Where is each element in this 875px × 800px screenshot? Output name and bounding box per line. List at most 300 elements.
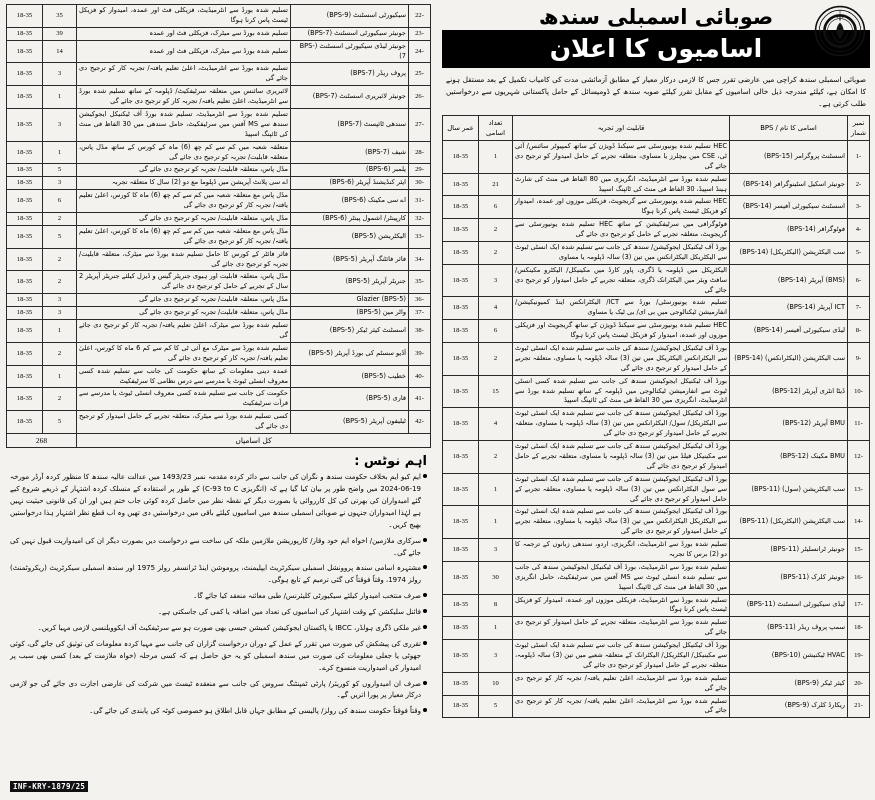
bullet-icon: [423, 681, 427, 685]
jobs-table-main: [442, 115, 870, 719]
table-row: [443, 320, 870, 343]
job-serial-number: -42: [409, 411, 431, 434]
job-vacancy-count: 1: [479, 473, 513, 506]
job-serial-number: -16: [848, 561, 870, 594]
job-serial-number: -41: [409, 388, 431, 411]
note-item: [10, 679, 427, 703]
job-age-limit: 18-35: [443, 264, 479, 297]
table-row: [443, 173, 870, 196]
job-qualification: HEC تسلیم شدہ یونیورسٹی سے سیکنڈ ڈویژن کے ساتھ کمپیوٹر سائنس/ آئی ٹی، CSE میں بیچلرز یا مساوی، متعلقہ تجربے کے حامل امیدوار کو ترجیح دی جائے گی: [513, 141, 730, 174]
job-serial-number: -25: [409, 63, 431, 86]
job-serial-number: -4: [848, 219, 870, 242]
job-vacancy-count: 6: [479, 196, 513, 219]
job-vacancy-count: 3: [43, 307, 77, 320]
table-row: [7, 40, 431, 63]
job-serial-number: -36: [409, 294, 431, 307]
job-vacancy-count: 1: [43, 141, 77, 164]
job-qualification: بورڈ آف ٹیکنیکل ایجوکیشن سندھ کی جانب سے تسلیم شدہ ایک انسٹی ٹیوٹ سے مکینیکل/ الیکٹریکل/ الیکٹرانک کے متعلقہ شعبے میں تین (3) سالہ ڈپلومہ، متعلقہ تجربے کے حامل امیدوار کو ترجیح دی جائے گی: [513, 640, 730, 673]
job-qualification: تسلیم شدہ بورڈ سے انٹرمیڈیٹ، فزیکلی موزوں اور عمدہ، امیدوار کو فزیکل ٹیسٹ پاس کرنا ہوگا: [513, 594, 730, 617]
job-post-title: ایئر کنڈیشنڈ آپریٹر (BPS-6): [291, 177, 409, 190]
table-row: [443, 408, 870, 441]
job-age-limit: 18-35: [7, 177, 43, 190]
job-serial-number: -5: [848, 242, 870, 265]
job-age-limit: 18-35: [7, 213, 43, 226]
job-age-limit: 18-35: [7, 86, 43, 109]
column-header-sr: نمبر شمار: [848, 115, 870, 140]
total-label: کل اسامیاں: [77, 433, 431, 447]
job-qualification: عمدہ دینی معلومات کے ساتھ حکومت کی جانب سے تسلیم شدہ کسی معروف انسٹی ٹیوٹ یا مدرسے سے درس نظامی کا سرٹیفکیٹ: [77, 365, 291, 388]
job-age-limit: 18-35: [7, 411, 43, 434]
job-serial-number: -20: [848, 672, 870, 695]
job-age-limit: 18-35: [443, 506, 479, 539]
job-serial-number: -15: [848, 539, 870, 562]
job-vacancy-count: 3: [479, 264, 513, 297]
job-vacancy-count: 30: [479, 561, 513, 594]
job-qualification: بورڈ آف ٹیکنیکل ایجوکیشن سندھ کی جانب سے تسلیم شدہ ایک انسٹی ٹیوٹ سے الیکٹریکل/ سول/ الیکٹرانکس میں تین (3) سالہ ڈپلومہ یا مساوی، متعلقہ تجربے کے حامل امیدوار کو ترجیح دی جائے گی: [513, 408, 730, 441]
job-serial-number: -13: [848, 473, 870, 506]
job-post-title: پروف ریڈر (BPS-7): [291, 63, 409, 86]
job-vacancy-count: 6: [479, 320, 513, 343]
job-serial-number: -17: [848, 594, 870, 617]
note-item: [10, 639, 427, 675]
total-row: [7, 433, 431, 447]
job-post-title: Glazier (BPS-5): [291, 294, 409, 307]
job-qualification: تسلیم شدہ بورڈ سے انٹرمیڈیٹ، اعلیٰ تعلیم یافتہ/ تجربہ کار کو ترجیح دی جائے گی: [513, 672, 730, 695]
job-vacancy-count: 5: [479, 695, 513, 718]
job-qualification: مڈل پاس، متعلقہ قابلیت/ تجربہ کو ترجیح دی جائے گی: [77, 307, 291, 320]
table-row: [443, 561, 870, 594]
note-text: غیر ملکی ڈگری ہولڈر، IBCC یا پاکستان ایجوکیشن کمیشن جیسی بھی صورت ہو سے سرٹیفکیٹ آف ایکوویلنسی لازمی مہیا کریں۔: [37, 624, 421, 632]
job-vacancy-count: 1: [479, 617, 513, 640]
job-post-title: قاری (BPS-5): [291, 388, 409, 411]
job-qualification: HEC تسلیم شدہ یونیورسٹی سے سیکنڈ ڈویژن کے ساتھ گریجویٹ اور فزیکلی موزوں اور عمدہ، امیدوار کو فزیکل ٹیسٹ پاس کرنا ہوگا: [513, 320, 730, 343]
job-post-title: ICT آپریٹر (BPS-14): [730, 297, 848, 320]
column-header-qualification: قابلیت اور تجربہ: [513, 115, 730, 140]
job-post-title: ٹیلیفون آپریٹر (BPS-5): [291, 411, 409, 434]
table-row: [443, 375, 870, 408]
job-vacancy-count: 10: [479, 672, 513, 695]
job-serial-number: -7: [848, 297, 870, 320]
job-qualification: متعلقہ شعبہ میں کم سے کم چھ (6) ماہ کے کورس کے ساتھ مڈل پاس، متعلقہ قابلیت/ تجربہ کو ترجیح دی جائے گی: [77, 141, 291, 164]
table-row: [7, 342, 431, 365]
job-vacancy-count: 2: [43, 213, 77, 226]
job-age-limit: 18-35: [7, 63, 43, 86]
job-post-title: جونیئر اسکیل اسٹینوگرافر (BPS-14): [730, 173, 848, 196]
job-vacancy-count: 2: [43, 388, 77, 411]
job-serial-number: -30: [409, 177, 431, 190]
table-row: [7, 213, 431, 226]
note-text: مشتہرہ اسامی سندھ پروونشل اسمبلی سیکرٹریٹ ایپلیمنٹ، پروموشن اینڈ ٹرانسفر رولز 1975 اور سندھ اسمبلی سیکرٹریٹ (ریکروٹمنٹ) رولز 1974، وقتاً فوقتاً کی گئی ترمیم کے تابع ہوگی۔: [10, 564, 421, 585]
job-post-title: واٹر مین (BPS-5): [291, 307, 409, 320]
table-row: [443, 264, 870, 297]
job-qualification: HEC تسلیم شدہ یونیورسٹی سے گریجویٹ، فزیکلی موزوں اور عمدہ، امیدوار کو فزیکل ٹیسٹ پاس کرنا ہوگا: [513, 196, 730, 219]
table-row: [7, 225, 431, 248]
job-qualification: مڈل پاس، متعلقہ قابلیت/ تجربہ کو ترجیح دی جائے گی: [77, 213, 291, 226]
table-row: [443, 343, 870, 376]
job-post-title: لیڈی سیکیورٹی آفیسر (BPS-14): [730, 320, 848, 343]
job-post-title: اسسٹنٹ کیئر ٹیکر (BPS-5): [291, 320, 409, 343]
job-post-title: شیف (BPS-7): [291, 141, 409, 164]
job-post-title: BMU مکینک (BPS-12): [730, 441, 848, 474]
job-serial-number: -14: [848, 506, 870, 539]
table-row: [7, 190, 431, 213]
table-row: [443, 242, 870, 265]
total-value: 268: [7, 433, 77, 447]
job-age-limit: 18-35: [443, 173, 479, 196]
introduction-paragraph: صوبائی اسمبلی سندھ کراچی میں عارضی تقرر جس کا لازمی درکار معیار کے مطابق آزمائشی مدت کی کامیاب تکمیل کے بعد مستقل ہونے کا امکان ہے، کیلئے مندرجہ ذیل خالی اسامیوں کے مقابل تقرر کیلئے صوبہ سندھ کے ڈومیسائل کے حامل پاکستانی شہریوں سے درخواستیں طلب کرتی ہے۔: [446, 75, 866, 108]
table-row: [7, 320, 431, 343]
job-qualification: بورڈ آف ٹیکنیکل ایجوکیشن سندھ کی جانب سے تسلیم شدہ ایک انسٹی ٹیوٹ سے سول الیکٹرانکس میں تین (3) سالہ ڈپلومہ یا مساوی، متعلقہ تجربے کے حامل امیدوار کو ترجیح دی جائے گی: [513, 473, 730, 506]
job-qualification: کسی تسلیم شدہ بورڈ سے میٹرک، متعلقہ تجربے کے حامل امیدوار کو ترجیح دی جائے گی: [77, 411, 291, 434]
job-vacancy-count: 1: [43, 365, 77, 388]
job-age-limit: 18-35: [443, 297, 479, 320]
organization-title: صوبائی اسمبلی سندھ: [538, 5, 774, 29]
job-serial-number: -2: [848, 173, 870, 196]
job-post-title: سب الیکٹریشن (الیکٹرانکس) (BPS-14): [730, 343, 848, 376]
job-vacancy-count: 5: [43, 411, 77, 434]
job-post-title: خطیب (BPS-5): [291, 365, 409, 388]
job-post-title: لیڈی سیکیورٹی اسسٹنٹ (BPS-11): [730, 594, 848, 617]
note-text: سرکاری ملازمین/ اخواہ ایم خود وقار/ کارپوریشن ملازمین ملکہ کی ساخت سے درخواست دیں بصورت دیگر ان کی امیدواریت قبول نہیں کی جائے گی۔: [10, 536, 421, 557]
job-post-title: ریکارڈ کلرک (BPS-9): [730, 695, 848, 718]
table-row: [7, 388, 431, 411]
table-header-row: [443, 115, 870, 140]
job-serial-number: -26: [409, 86, 431, 109]
note-text: تقرری کی پیشکش کی صورت میں تقرر کے عمل کے دوران درخواست گزاران کی جانب سے مہیا کردہ معلومات کی توثیق کی جائے گی، کوئی جھوٹی یا جعلی معلومات کی صورت میں سندھ اسمبلی کو یہ حق حاصل ہے کہ کسی مرحلہ (خواہ ملازمت کے بعد) کسی بھی سبب پر امیدوار کی امیدواریت منسوخ کرے۔: [10, 639, 421, 672]
footer-reference: [6, 774, 431, 798]
job-qualification: تسلیم شدہ بورڈ سے انٹرمیڈیٹ، انگریزی، اردو، سندھی زبانوں کے ترجمہ کا دو (2) برس کا تجربہ: [513, 539, 730, 562]
job-post-title: جونیئر سیکیورٹی اسسٹنٹ (BPS-7): [291, 27, 409, 40]
jobs-table-continued: [6, 4, 431, 448]
bullet-icon: [423, 538, 427, 542]
job-vacancy-count: 2: [43, 248, 77, 271]
job-serial-number: -37: [409, 307, 431, 320]
job-post-title: ڈیٹا انٹری آپریٹر (BPS-12): [730, 375, 848, 408]
job-vacancy-count: 3: [43, 294, 77, 307]
job-serial-number: -24: [409, 40, 431, 63]
bullet-icon: [423, 593, 427, 597]
job-qualification: تسلیم شدہ بورڈ سے انٹرمیڈیٹ، اعلیٰ تعلیم یافتہ/ تجربہ کار کو ترجیح دی جائے گی: [77, 63, 291, 86]
table-row: [7, 294, 431, 307]
bullet-icon: [423, 641, 427, 645]
job-age-limit: 18-35: [443, 219, 479, 242]
job-qualification: مڈل پاس، متعلقہ قابلیت/ تجربہ کو ترجیح دی جائے گی: [77, 164, 291, 177]
table-row: [443, 594, 870, 617]
job-vacancy-count: 39: [43, 27, 77, 40]
job-vacancy-count: 1: [479, 141, 513, 174]
job-post-title: اسسٹنٹ پروگرامر (BPS-15): [730, 141, 848, 174]
table-row: [443, 617, 870, 640]
job-post-title: سب الیکٹریشن (الیکٹریکل) (BPS-11): [730, 506, 848, 539]
job-age-limit: 18-35: [443, 242, 479, 265]
job-serial-number: -27: [409, 109, 431, 142]
job-vacancy-count: 3: [43, 63, 77, 86]
job-qualification: تسلیم شدہ یونیورسٹی/ بورڈ سے ICT/ الیکٹرانکس اینڈ کمیونیکیشن/ انفارمیشن ٹیکنالوجی میں بی ای/ بی ٹیک یا مساوی: [513, 297, 730, 320]
table-row: [7, 27, 431, 40]
job-qualification: تسلیم شدہ بورڈ سے انٹرمیڈیٹ، فزیکلی فٹ اور عمدہ، امیدوار کو فزیکل ٹیسٹ پاس کرنا ہوگا: [77, 5, 291, 28]
table-row: [7, 5, 431, 28]
note-item: [10, 536, 427, 560]
job-age-limit: 18-35: [443, 672, 479, 695]
job-age-limit: 18-35: [7, 109, 43, 142]
job-qualification: بورڈ آف ٹیکنیکل ایجوکیشن/ سندھ کی جانب سے تسلیم شدہ ایک انسٹی ٹیوٹ سے الیکٹریکل الیکٹرانکس میں تین (3) سالہ ڈپلومہ یا مساوی: [513, 242, 730, 265]
table-row: [443, 219, 870, 242]
table-row: [7, 141, 431, 164]
job-vacancy-count: 15: [479, 375, 513, 408]
job-age-limit: 18-35: [443, 617, 479, 640]
job-serial-number: -22: [409, 5, 431, 28]
job-serial-number: -33: [409, 225, 431, 248]
masthead: [442, 3, 870, 68]
note-item: [10, 472, 427, 531]
job-serial-number: -19: [848, 640, 870, 673]
job-vacancy-count: 2: [479, 219, 513, 242]
job-age-limit: 18-35: [443, 473, 479, 506]
right-column: [437, 0, 875, 800]
job-qualification: مڈل پاس مع متعلقہ شعبہ میں کم سے کم چھ (6) ماہ کا کورس، اعلیٰ تعلیم یافتہ/ تجربہ کار کو ترجیح دی جائے گی: [77, 190, 291, 213]
job-age-limit: 18-35: [443, 441, 479, 474]
note-item: [10, 591, 427, 603]
job-age-limit: 18-35: [7, 190, 43, 213]
note-text: وقتاً فوقتاً حکومت سندھ کی رولز/ پالیسی کے مطابق جہاں قابل اطلاق ہو خصوصی کوٹہ کی پابندی کی جائے گی۔: [89, 707, 421, 716]
job-serial-number: -1: [848, 141, 870, 174]
job-qualification: فوٹوگرافی میں سرٹیفکیشن کے ساتھ HEC تسلیم شدہ یونیورسٹی سے گریجویٹ، متعلقہ تجربے کے حامل کو ترجیح دی جائے گی: [513, 219, 730, 242]
job-qualification: لائبریری سائنس میں متعلقہ سرٹیفکیٹ/ ڈپلومہ کے ساتھ تسلیم شدہ بورڈ سے انٹرمیڈیٹ، اعلیٰ تعلیم یافتہ/ تجربہ کار کو ترجیح دی جائے گی: [77, 86, 291, 109]
job-post-title: سندھی ٹائپسٹ (BPS-7): [291, 109, 409, 142]
table-row: [7, 164, 431, 177]
job-age-limit: 18-35: [443, 408, 479, 441]
table-row: [7, 248, 431, 271]
job-vacancy-count: 3: [43, 177, 77, 190]
job-vacancy-count: 5: [43, 164, 77, 177]
job-serial-number: -11: [848, 408, 870, 441]
table-row: [443, 672, 870, 695]
job-vacancy-count: 8: [479, 594, 513, 617]
job-post-title: سیکیورٹی اسسٹنٹ (BPS-9): [291, 5, 409, 28]
bullet-icon: [423, 565, 427, 569]
job-post-title: فائر فائٹنگ آپریٹر (BPS-5): [291, 248, 409, 271]
job-qualification: فائر فائٹر کے کورس کا حامل تسلیم شدہ بورڈ سے میٹرک، متعلقہ قابلیت/ تجربہ کو ترجیح دی جائے گی: [77, 248, 291, 271]
table-row: [443, 539, 870, 562]
job-age-limit: 18-35: [7, 40, 43, 63]
job-age-limit: 18-35: [7, 248, 43, 271]
note-text: ایم کیو ایم بخلاف حکومت سندھ و نگران کی جانب سے دائر کردہ مقدمہ نمبر 1493/23 میں عدالت عالیہ سندھ کا منظور کردہ آرڈر مورخہ 19-06-2024 میں واضح طور پر بیان کیا گیا ہے کہ (انگریزی C-93 to C) کے طور پر استقادہ کے منسلک کردہ اشتہار کے ذریعے شروع کیے گئے امیدواران کی بھرتی کی کل کارروائی یا بصورت دیگر کے نقطہ نظر میں حاصل کردہ کوئی جاب ختم ہیں اور ان کی قانونی حیثیت نہیں ہے لہٰذا امیدواران جنہوں نے صوبائی اسمبلی سندھ میں اسامیوں کیلئے باقی میں درخواستیں دی تھیں وہ اب قطع نظر اشتہار ہذا درخواستیں بھیج کریں۔: [10, 473, 421, 529]
job-qualification: بورڈ آف ٹیکنیکل ایجوکیشن/ سندھ کی جانب سے تسلیم شدہ ایک انسٹی ٹیوٹ سے الیکٹرانکس الیکٹریکل میں تین (3) سالہ ڈپلومہ یا مساوی، متعلقہ تجربے کے حامل امیدوار کو ترجیح دی جائے گی: [513, 343, 730, 376]
job-post-title: پلمبر (BPS-6): [291, 164, 409, 177]
table-row: [443, 640, 870, 673]
job-vacancy-count: 3: [479, 640, 513, 673]
job-serial-number: -21: [848, 695, 870, 718]
table-row: [7, 63, 431, 86]
job-post-title: کارپینٹر/ اشمول پینٹر (BPS-6): [291, 213, 409, 226]
job-qualification: اے سی پلانٹ آپریشن میں ڈپلوما مع دو (2) سال کا متعلقہ تجربہ: [77, 177, 291, 190]
job-serial-number: -23: [409, 27, 431, 40]
job-post-title: آڈیو سسٹم کی بورڈ آپریٹر (BPS-5): [291, 342, 409, 365]
note-item: [10, 706, 427, 718]
job-vacancy-count: 21: [479, 173, 513, 196]
job-qualification: مڈل پاس مع متعلقہ شعبہ میں کم سے کم چھ (6) ماہ کا کورس، اعلیٰ تعلیم یافتہ/ تجربہ کار کو ترجیح دی جائے گی: [77, 225, 291, 248]
job-post-title: (BMS) آپریٹر (BPS-14): [730, 264, 848, 297]
table-row: [443, 141, 870, 174]
job-age-limit: 18-35: [7, 164, 43, 177]
job-age-limit: 18-35: [7, 141, 43, 164]
notes-heading: اہم نوٹس :: [354, 454, 427, 470]
job-qualification: تسلیم شدہ بورڈ سے انٹرمیڈیٹ، اعلیٰ تعلیم یافتہ/ تجربہ کار کو ترجیح دی جائے گی: [513, 695, 730, 718]
job-qualification: تسلیم شدہ بورڈ سے میٹرک، فزیکلی فٹ اور عمدہ: [77, 27, 291, 40]
job-age-limit: 18-35: [7, 5, 43, 28]
table-row: [7, 109, 431, 142]
job-age-limit: 18-35: [7, 388, 43, 411]
table-row: [443, 196, 870, 219]
job-age-limit: 18-35: [443, 695, 479, 718]
job-serial-number: -34: [409, 248, 431, 271]
job-vacancy-count: 2: [479, 343, 513, 376]
job-serial-number: -9: [848, 343, 870, 376]
table-row: [443, 506, 870, 539]
job-vacancy-count: 6: [43, 190, 77, 213]
job-post-title: جونیئر لائبریری اسسٹنٹ (BPS-7): [291, 86, 409, 109]
left-column: [0, 0, 437, 800]
job-vacancy-count: 2: [43, 342, 77, 365]
note-item: [10, 623, 427, 635]
table-row: [7, 177, 431, 190]
job-age-limit: 18-35: [7, 307, 43, 320]
job-qualification: مڈل پاس، متعلقہ قابلیت/ تجربہ کو ترجیح دی جائے گی: [77, 294, 291, 307]
column-header-age: عمر سال: [443, 115, 479, 140]
job-post-title: اسسٹنٹ سیکیورٹی آفیسر (BPS-14): [730, 196, 848, 219]
job-vacancy-count: 1: [43, 320, 77, 343]
job-serial-number: -35: [409, 271, 431, 294]
job-age-limit: 18-35: [443, 375, 479, 408]
table-row: [7, 307, 431, 320]
table-row: [7, 271, 431, 294]
job-age-limit: 18-35: [443, 343, 479, 376]
job-post-title: HVAC ٹیکنیشن (BPS-10): [730, 640, 848, 673]
bullet-icon: [423, 625, 427, 629]
job-post-title: جونیئر کلرک (BPS-11): [730, 561, 848, 594]
job-age-limit: 18-35: [7, 365, 43, 388]
job-serial-number: -40: [409, 365, 431, 388]
job-serial-number: -39: [409, 342, 431, 365]
job-age-limit: 18-35: [7, 271, 43, 294]
job-serial-number: -6: [848, 264, 870, 297]
job-qualification: بورڈ آف ٹیکنیکل ایجوکیشن سندھ کی جانب سے تسلیم شدہ کسی انسٹی ٹیوٹ سے انفارمیشن ٹیکنالوجی میں ڈپلومہ کے ساتھ تسلیم شدہ بورڈ سے انٹرمیڈیٹ، انگریزی میں 30 الفاظ فی منٹ کی ٹائپنگ اسپیڈ: [513, 375, 730, 408]
job-qualification: بورڈ آف ٹیکنیکل ایجوکیشن سندھ کی جانب سے تسلیم شدہ ایک انسٹی ٹیوٹ سے الیکٹریکل الیکٹرانکس میں تین (3) سالہ ڈپلومہ یا مساوی، متعلقہ تجربے کے حامل امیدوار کو ترجیح دی جائے گی: [513, 506, 730, 539]
table-row: [443, 473, 870, 506]
job-qualification: تسلیم شدہ بورڈ سے میٹرک، اعلیٰ تعلیم یافتہ/ تجربہ کار کو ترجیح دی جائے گی: [77, 320, 291, 343]
table-row: [443, 441, 870, 474]
job-serial-number: -10: [848, 375, 870, 408]
job-qualification: الیکٹریکل میں ڈپلومہ یا ڈگری، پاور کارڈ میں مکینیکل/ الیکٹرو مکینکس/ سافٹ ویئر میں الیکٹرانک ڈگری، متعلقہ تجربے کے حامل امیدوار کو ترجیح دی جائے گی: [513, 264, 730, 297]
job-qualification: تسلیم شدہ بورڈ سے انٹرمیڈیٹ، بورڈ آف ٹیکنیکل ایجوکیشن سندھ کی جانب سے تسلیم شدہ انسٹی ٹیوٹ سے MS آفس میں سرٹیفکیٹ، حامل انگریزی میں 30 الفاظ فی منٹ کی ٹائپنگ اسپیڈ: [513, 561, 730, 594]
job-post-title: جونیئر ٹرانسلیٹر (BPS-11): [730, 539, 848, 562]
job-qualification: تسلیم شدہ بورڈ سے انٹرمیڈیٹ، متعلقہ تجربے کے حامل امیدوار کو ترجیح دی جائے گی: [513, 617, 730, 640]
table-row: [7, 365, 431, 388]
bullet-icon: [423, 474, 427, 478]
job-age-limit: 18-35: [7, 27, 43, 40]
job-post-title: سب الیکٹریشن (سول) (BPS-11): [730, 473, 848, 506]
job-age-limit: 18-35: [7, 320, 43, 343]
job-serial-number: -12: [848, 441, 870, 474]
note-text: صرف منتخب امیدوار کیلئے سیکیورٹی کلیئرنس/ طبی معائنہ منعقد کیا جائے گا۔: [193, 592, 421, 601]
job-age-limit: 18-35: [7, 342, 43, 365]
job-age-limit: 18-35: [443, 141, 479, 174]
job-qualification: بورڈ آف ٹیکنیکل ایجوکیشن سندھ کی جانب سے تسلیم شدہ ایک انسٹی ٹیوٹ سے مکینیکل فیلڈ میں تین (3) سالہ ڈپلومہ یا مساوی، متعلقہ تجربے کے حامل امیدوار کو ترجیح دی جائے گی: [513, 441, 730, 474]
job-post-title: فوٹوگرافر (BPS-14): [730, 219, 848, 242]
job-vacancy-count: 14: [43, 40, 77, 63]
job-vacancy-count: 1: [43, 86, 77, 109]
table-row: [7, 411, 431, 434]
job-serial-number: -8: [848, 320, 870, 343]
job-vacancy-count: 5: [43, 225, 77, 248]
inf-number: INF-KRY-1879/25: [10, 781, 88, 792]
job-post-title: اے سی مکینک (BPS-6): [291, 190, 409, 213]
job-post-title: جونیئر لیڈی سیکیورٹی اسسٹنٹ (BPS-7): [291, 40, 409, 63]
note-text: فائنل سلیکشن کے وقت اشتہار کی اسامیوں کی تعداد میں اضافہ یا کمی کی جاسکتی ہے۔: [157, 608, 421, 617]
bullet-icon: [423, 708, 427, 712]
job-serial-number: -18: [848, 617, 870, 640]
job-age-limit: 18-35: [7, 225, 43, 248]
job-qualification: تسلیم شدہ بورڈ سے انٹرمیڈیٹ، تسلیم شدہ بورڈ آف ٹیکنیکل ایجوکیشن سندھ سے MS آفس میں سرٹیفکیٹ، حامل سندھی میں 30 الفاظ فی منٹ کی ٹائپنگ اسپیڈ: [77, 109, 291, 142]
table-row: [7, 86, 431, 109]
job-vacancy-count: 35: [43, 5, 77, 28]
job-vacancy-count: 4: [479, 297, 513, 320]
note-item: [10, 563, 427, 587]
job-serial-number: -3: [848, 196, 870, 219]
job-serial-number: -29: [409, 164, 431, 177]
job-vacancy-count: 2: [479, 441, 513, 474]
job-vacancy-count: 3: [479, 539, 513, 562]
note-text: صرف ان امیدواروں کو کوریئر/ پارٹی ٹمپنٹنگ سروس کی جانب سے منعقدہ ٹیسٹ میں شرکت کی عارضی اجازت دی جائے گی جو لازمی درکار معیار پر پورا اتریں گے۔: [10, 679, 421, 700]
job-age-limit: 18-35: [7, 294, 43, 307]
job-vacancy-count: 3: [43, 109, 77, 142]
job-qualification: تسلیم شدہ بورڈ سے میٹرک، فزیکلی فٹ اور عمدہ: [77, 40, 291, 63]
job-vacancy-count: 1: [479, 506, 513, 539]
job-post-title: سب الیکٹریشن (الیکٹریکل) (BPS-14): [730, 242, 848, 265]
job-age-limit: 18-35: [443, 640, 479, 673]
job-qualification: حکومت کی جانب سے تسلیم شدہ کسی معروف انسٹی ٹیوٹ یا مدرسے سے قرأت سرٹیفکیٹ: [77, 388, 291, 411]
note-item: [10, 607, 427, 619]
banner-title: اسامیوں کا اعلان: [442, 30, 870, 68]
job-vacancy-count: 4: [479, 408, 513, 441]
job-post-title: جنریٹر آپریٹر (BPS-5): [291, 271, 409, 294]
job-post-title: کیئر ٹیکر (BPS-9): [730, 672, 848, 695]
job-post-title: BMU آپریٹر (BPS-12): [730, 408, 848, 441]
bullet-icon: [423, 609, 427, 613]
job-vacancy-count: 2: [43, 271, 77, 294]
table-row: [443, 695, 870, 718]
job-serial-number: -38: [409, 320, 431, 343]
job-age-limit: 18-35: [443, 539, 479, 562]
job-qualification: مڈل پاس، متعلقہ قابلیت اور ہیوی جنریٹر گیس و ڈیزل کیلئے جنریٹر آپریٹر 2 سال کے تجربے کے حامل کو ترجیح دی جائے گی: [77, 271, 291, 294]
job-age-limit: 18-35: [443, 594, 479, 617]
job-serial-number: -31: [409, 190, 431, 213]
column-header-number: تعداد اسامی: [479, 115, 513, 140]
job-age-limit: 18-35: [443, 196, 479, 219]
provincial-assembly-sindh-seal-icon: [814, 5, 866, 57]
job-serial-number: -28: [409, 141, 431, 164]
job-post-title: سمپ پروف ریڈر (BPS-11): [730, 617, 848, 640]
job-post-title: الیکٹریشن (BPS-5): [291, 225, 409, 248]
job-vacancy-count: 2: [479, 242, 513, 265]
job-qualification: تسلیم شدہ بورڈ سے میٹرک مع آئی ٹی کا کم سے کم 6 ماہ کا کورس، اعلیٰ تعلیم یافتہ/ تجربہ کار کو ترجیح دی جائے گی: [77, 342, 291, 365]
table-row: [443, 297, 870, 320]
notes-list: [6, 472, 431, 774]
job-serial-number: -32: [409, 213, 431, 226]
column-header-post: اسامی کا نام / BPS: [730, 115, 848, 140]
job-age-limit: 18-35: [443, 561, 479, 594]
job-qualification: تسلیم شدہ بورڈ سے انٹرمیڈیٹ، انگریزی میں 80 الفاظ فی منٹ کی شارٹ ہینڈ اسپیڈ، 30 الفاظ فی منٹ کی ٹائپنگ اسپیڈ: [513, 173, 730, 196]
